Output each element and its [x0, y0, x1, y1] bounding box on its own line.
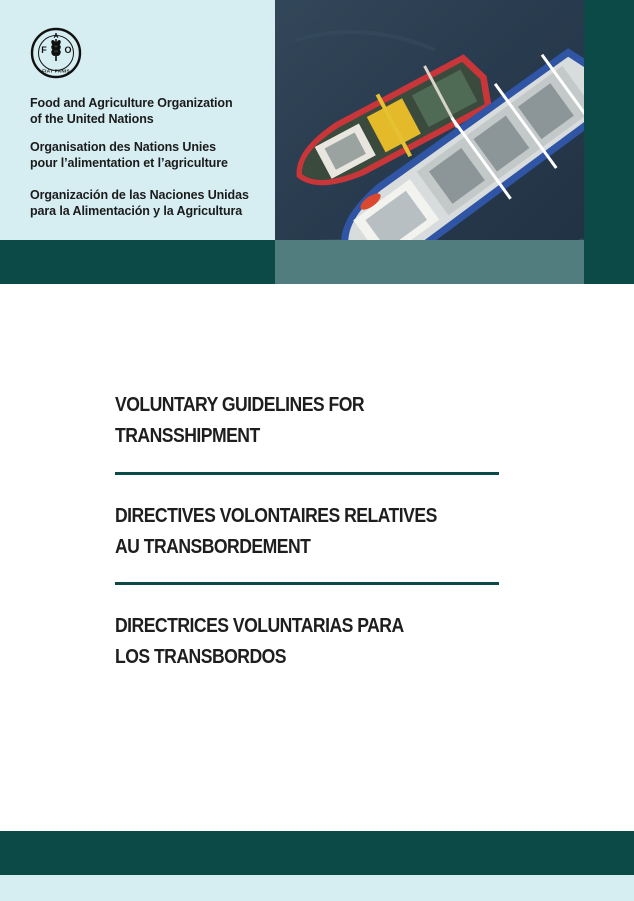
footer-band	[0, 831, 634, 875]
svg-text:A: A	[53, 33, 59, 40]
org-fr-line-2: pour l’alimentation et l’agriculture	[30, 156, 228, 170]
svg-text:F: F	[41, 45, 47, 55]
org-fr-line-1: Organisation des Nations Unies	[30, 140, 216, 154]
svg-text:FIAT PANIS: FIAT PANIS	[42, 68, 70, 74]
title-english	[115, 390, 467, 452]
org-en-line-1: Food and Agriculture Organization	[30, 96, 233, 110]
org-en-line-2: of the United Nations	[30, 112, 154, 126]
title-french	[115, 501, 467, 563]
title-es-line-2: LOS TRANSBORDOS	[115, 646, 287, 668]
title-divider-1	[115, 472, 499, 475]
footer-light-strip	[0, 875, 634, 901]
photo-band-overlay	[275, 240, 584, 284]
title-divider-2	[115, 582, 499, 585]
org-name-english	[30, 95, 233, 127]
title-es-line-1: DIRECTRICES VOLUNTARIAS PARA	[115, 615, 404, 637]
org-es-line-1: Organización de las Naciones Unidas	[30, 188, 249, 202]
title-fr-line-1: DIRECTIVES VOLONTAIRES RELATIVES	[115, 505, 437, 527]
org-es-line-2: para la Alimentación y la Agricultura	[30, 204, 243, 218]
title-en-line-2: TRANSSHIPMENT	[115, 425, 260, 447]
org-name-spanish	[30, 187, 249, 219]
title-spanish	[115, 611, 467, 673]
org-name-french	[30, 139, 228, 171]
title-en-line-1: VOLUNTARY GUIDELINES FOR	[115, 394, 365, 416]
fao-logo	[30, 27, 82, 79]
title-fr-line-2: AU TRANSBORDEMENT	[115, 536, 311, 558]
svg-text:O: O	[64, 45, 72, 55]
fao-logo-icon	[30, 27, 82, 79]
